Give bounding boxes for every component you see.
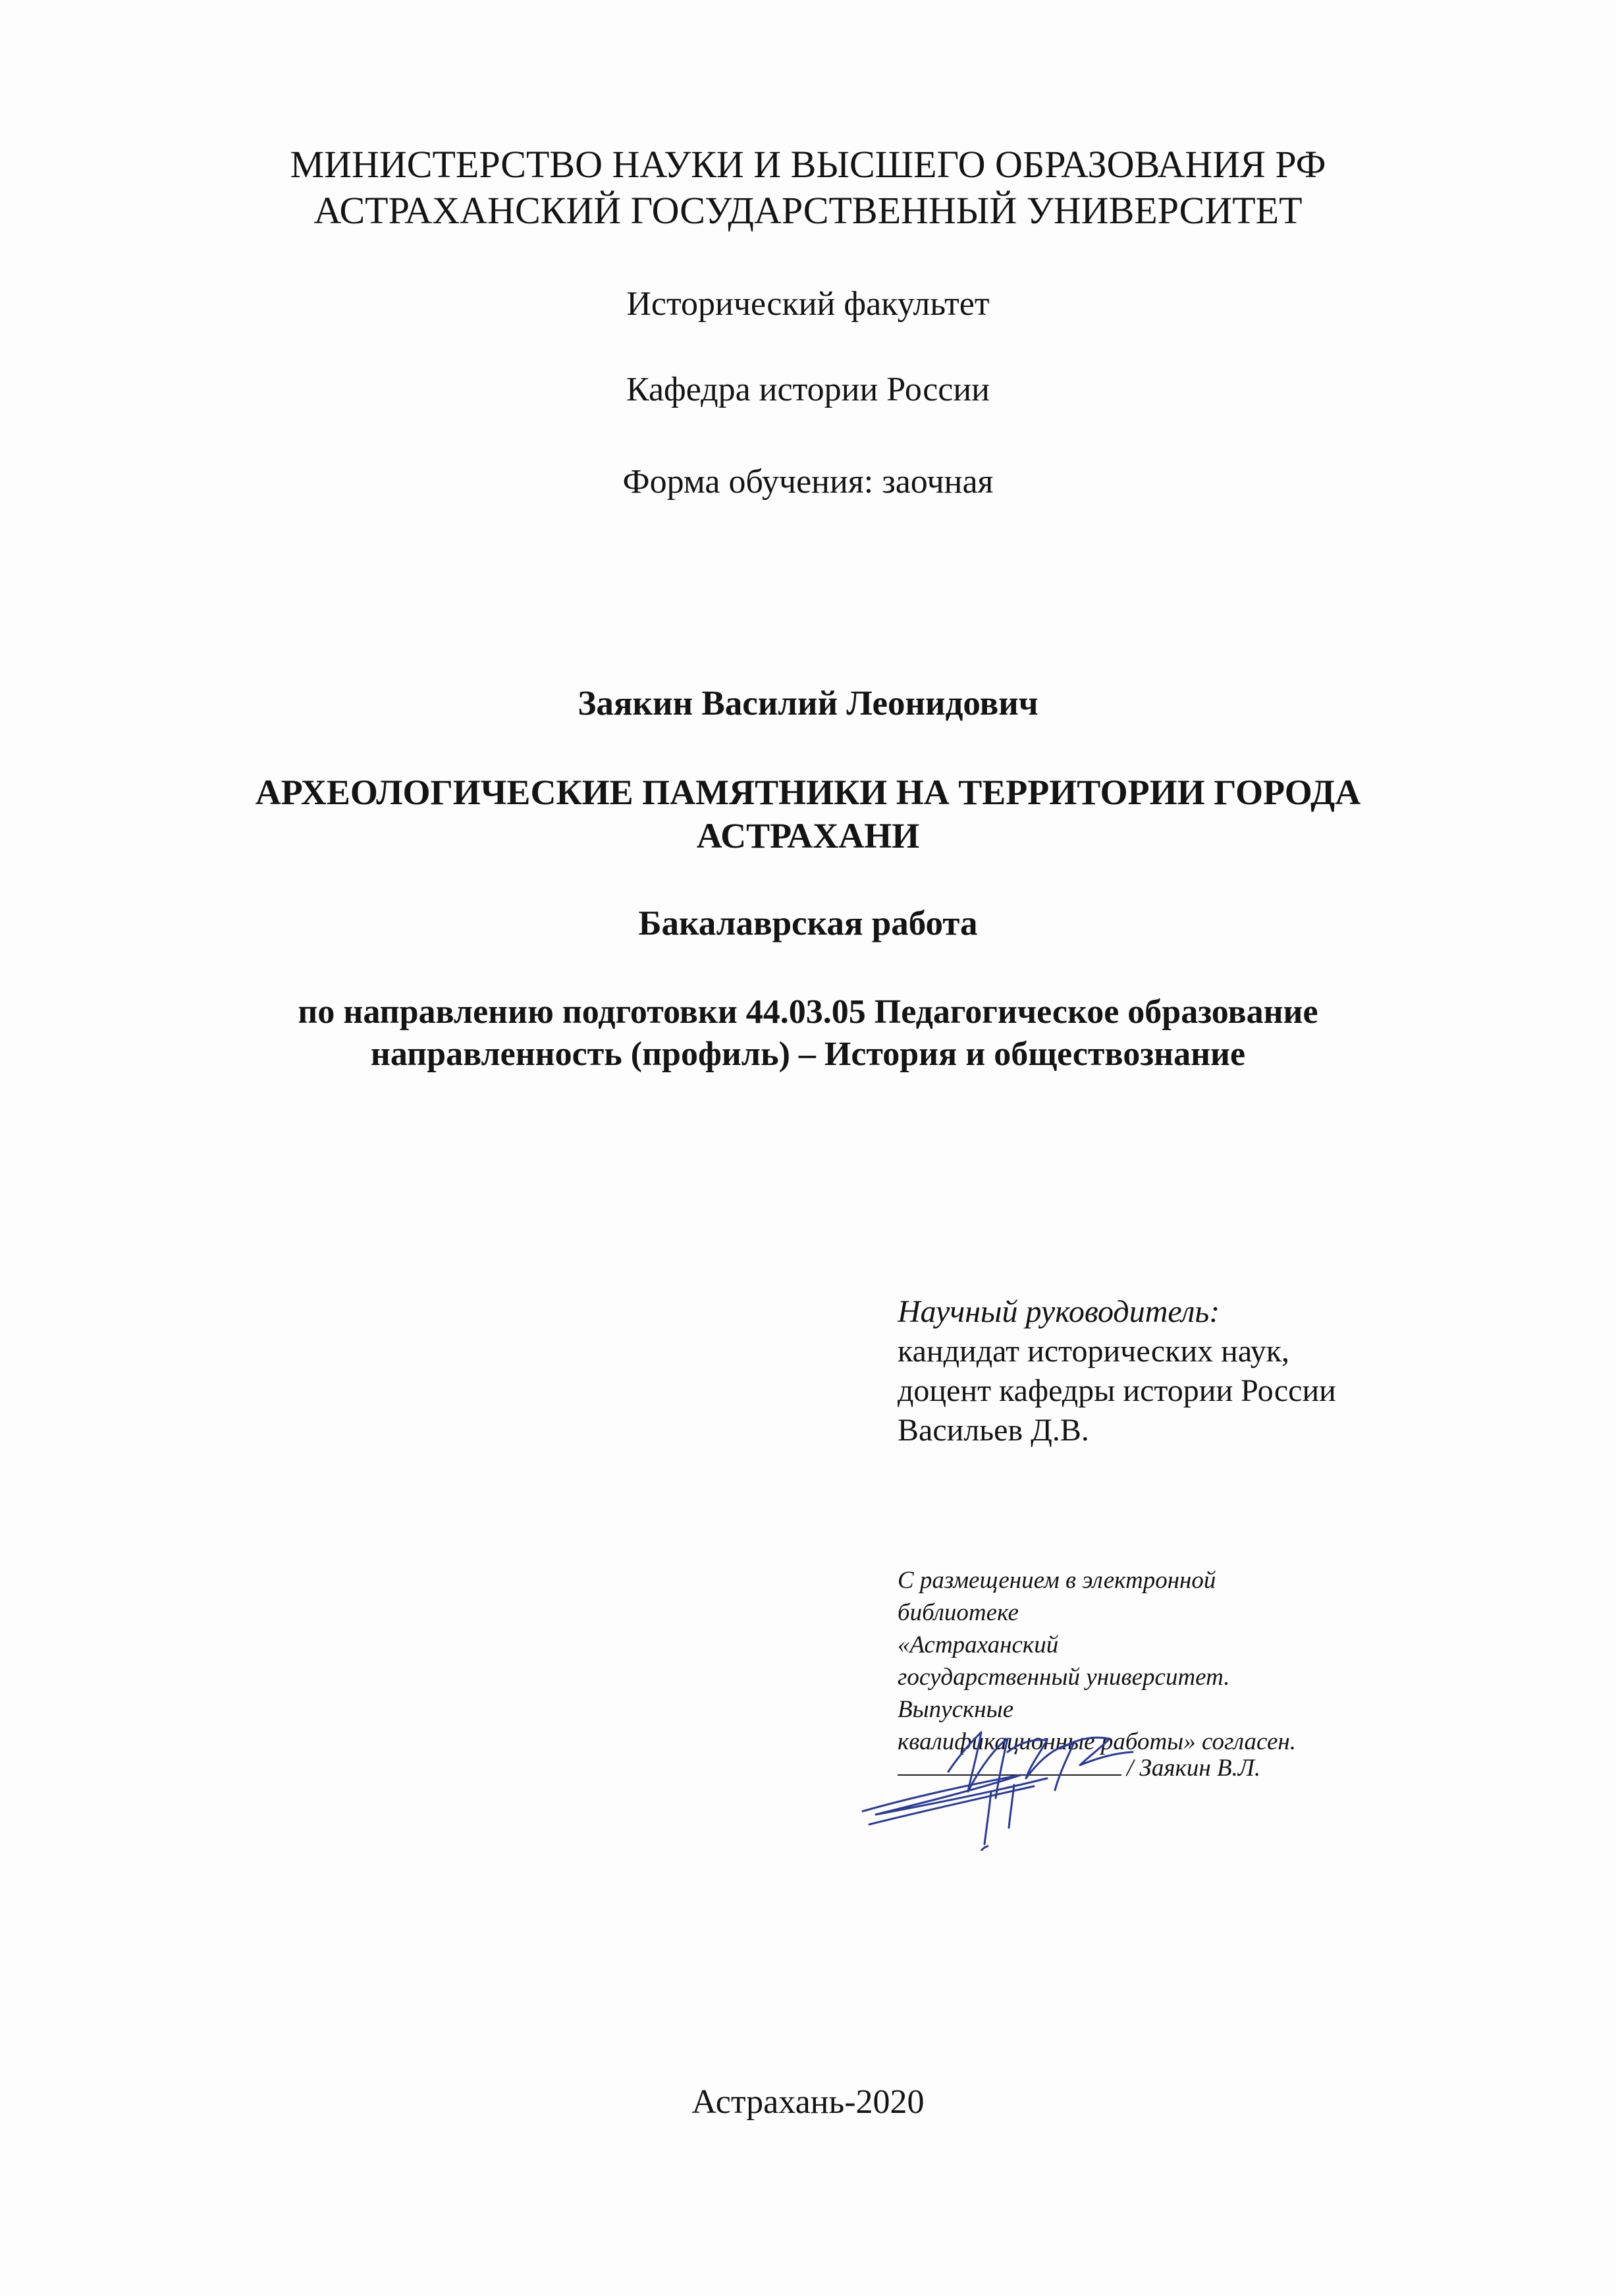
author-name: Заякин Василий Леонидович: [578, 684, 1038, 723]
study-direction: [0, 991, 1616, 1076]
signer-name: / Заякин В.Л.: [1127, 1755, 1261, 1782]
work-type: Бакалаврская работа: [638, 904, 978, 943]
consent-line: библиотеке: [898, 1599, 1019, 1626]
university-line: АСТРАХАНСКИЙ ГОСУДАРСТВЕННЫЙ УНИВЕРСИТЕТ: [313, 189, 1303, 232]
supervisor-name: Васильев Д.В.: [898, 1413, 1089, 1448]
supervisor-position: доцент кафедры истории России: [898, 1373, 1336, 1408]
study-form-line: Форма обучения: заочная: [622, 463, 994, 501]
study-direction-line-2: направленность (профиль) – История и обществознание: [370, 1035, 1246, 1073]
consent-line: «Астраханский: [898, 1631, 1059, 1658]
study-direction-line-1: по направлению подготовки 44.03.05 Педагогическое образование: [298, 993, 1318, 1031]
consent-line: государственный университет.: [898, 1664, 1230, 1691]
supervisor-degree: кандидат исторических наук,: [898, 1334, 1290, 1369]
consent-line: С размещением в электронной: [898, 1567, 1216, 1594]
ministry-header: [0, 142, 1616, 234]
supervisor-label: Научный руководитель:: [898, 1294, 1220, 1329]
city-year: Астрахань-2020: [691, 2083, 925, 2121]
thesis-title-line-1: АРХЕОЛОГИЧЕСКИЕ ПАМЯТНИКИ НА ТЕРРИТОРИИ ГОРОДА: [255, 773, 1361, 812]
faculty-line: Исторический факультет: [626, 285, 990, 323]
thesis-title: [0, 771, 1616, 858]
handwritten-signature-icon: [849, 1712, 1152, 1851]
consent-line: Выпускные: [898, 1696, 1014, 1723]
ministry-line: МИНИСТЕРСТВО НАУКИ И ВЫСШЕГО ОБРАЗОВАНИЯ РФ: [290, 143, 1326, 186]
supervisor-block: [898, 1292, 1556, 1450]
department-line: Кафедра истории России: [626, 371, 990, 408]
consent-line: квалификационные работы» согласен.: [898, 1728, 1296, 1755]
thesis-title-line-2: АСТРАХАНИ: [696, 816, 920, 856]
